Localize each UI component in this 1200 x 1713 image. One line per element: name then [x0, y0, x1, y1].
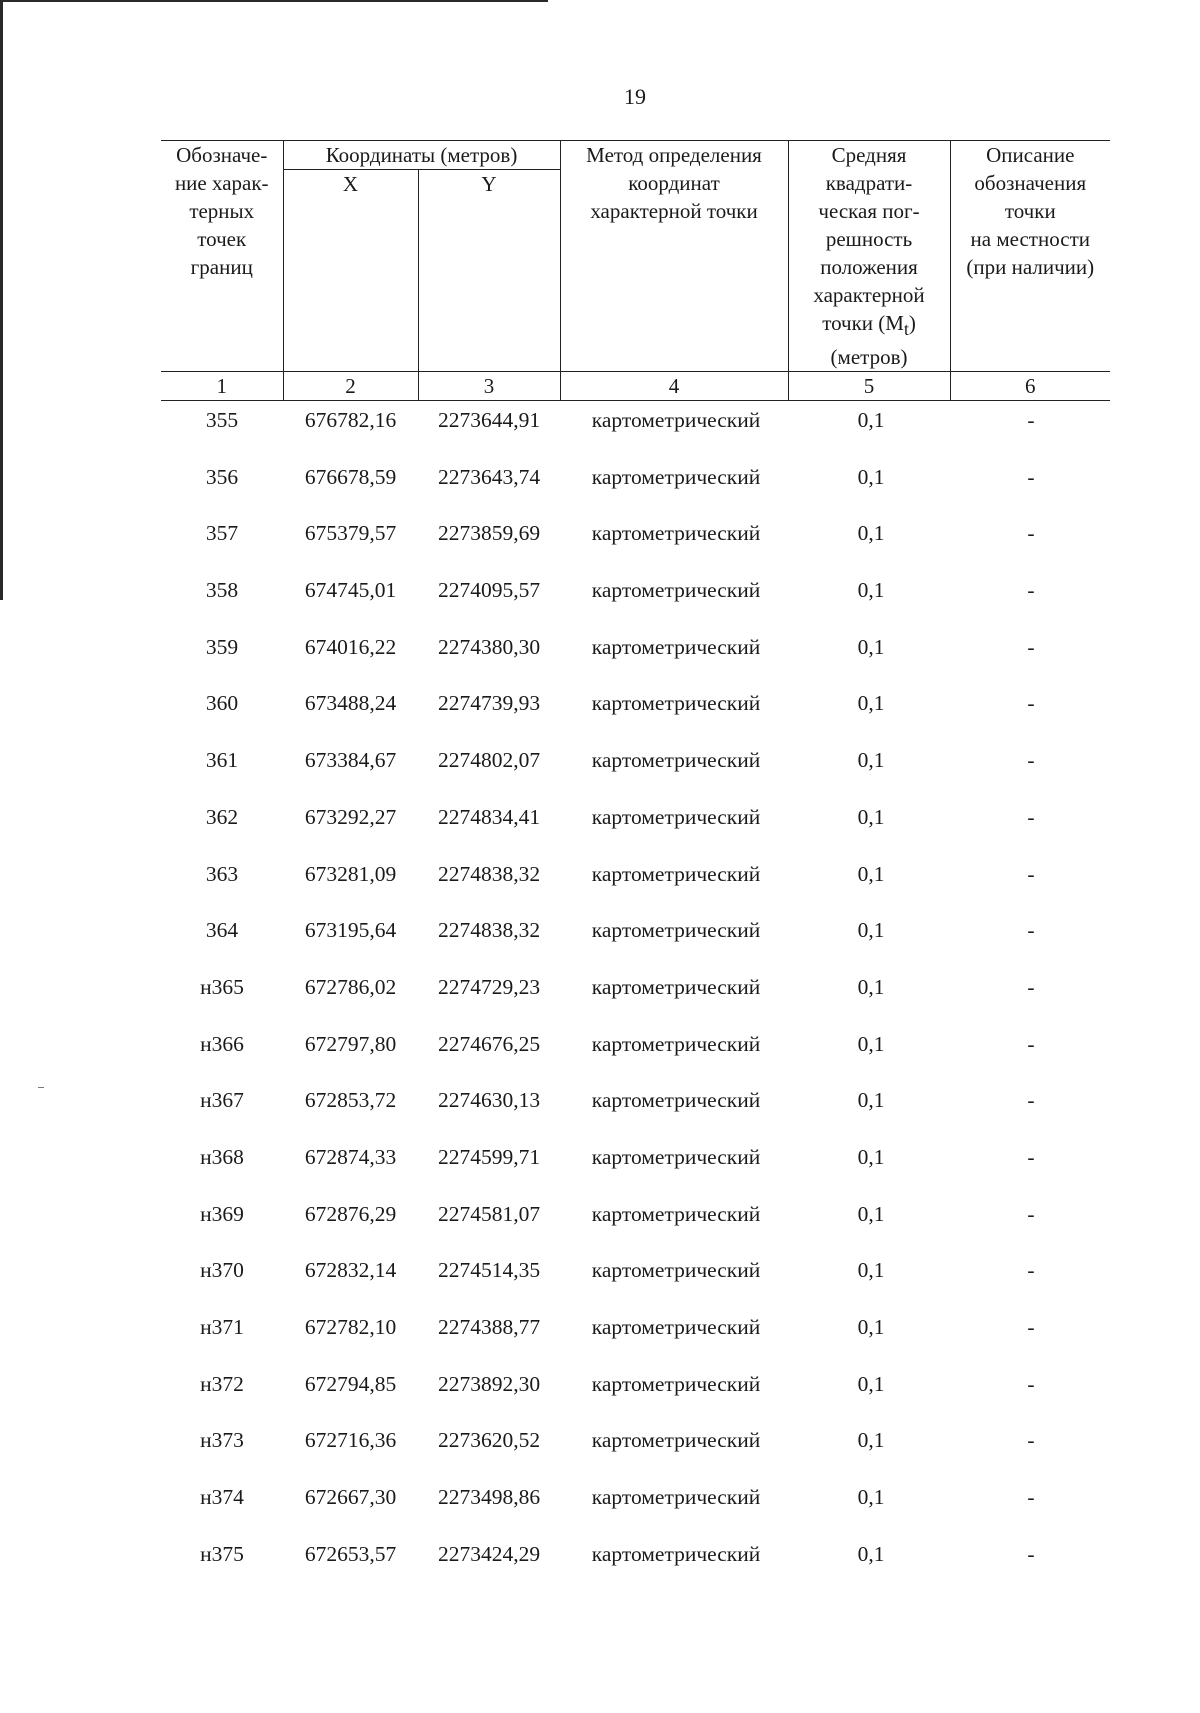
cell-method: картометрический	[591, 1485, 761, 1510]
cell-description: -	[1027, 521, 1035, 546]
table-row	[161, 852, 1110, 909]
cell-coord-x: 674745,01	[304, 578, 397, 603]
cell-accuracy: 0,1	[857, 1541, 885, 1566]
header-accuracy-main: Средняя квадрати- ческая пог- решность положения характерной точки (M	[813, 143, 925, 335]
cell-point-id: 361	[205, 748, 239, 773]
table-row	[161, 1305, 1110, 1362]
cell-accuracy: 0,1	[857, 634, 885, 659]
table-row	[161, 398, 1110, 455]
header-method: Метод определения координат характерной точки	[560, 141, 788, 372]
cell-coord-y: 2273424,29	[437, 1541, 541, 1566]
cell-coord-x: 676678,59	[304, 464, 397, 489]
scan-border-top	[0, 0, 548, 2]
cell-accuracy: 0,1	[857, 1201, 885, 1226]
cell-coord-y: 2273620,52	[437, 1428, 541, 1453]
table-header	[161, 140, 1110, 397]
cell-coord-y: 2273892,30	[437, 1371, 541, 1396]
cell-description: -	[1027, 634, 1035, 659]
cell-accuracy: 0,1	[857, 748, 885, 773]
table-row	[161, 1475, 1110, 1532]
cell-coord-x: 673488,24	[304, 691, 397, 716]
cell-point-id: 359	[205, 634, 239, 659]
cell-method: картометрический	[591, 918, 761, 943]
cell-point-id: 356	[205, 464, 239, 489]
cell-coord-x: 672667,30	[304, 1485, 397, 1510]
column-number: 3	[418, 372, 560, 401]
cell-coord-y: 2273859,69	[437, 521, 541, 546]
cell-description: -	[1027, 804, 1035, 829]
cell-method: картометрический	[591, 1031, 761, 1056]
cell-method: картометрический	[591, 1201, 761, 1226]
header-accuracy-unit: ) (метров)	[830, 311, 916, 370]
cell-accuracy: 0,1	[857, 521, 885, 546]
cell-coord-x: 672794,85	[304, 1371, 397, 1396]
header-point-designation: Обозначе- ние харак- терных точек границ	[161, 141, 283, 372]
cell-coord-x: 672716,36	[304, 1428, 397, 1453]
cell-coord-y: 2274095,57	[437, 578, 541, 603]
table-row	[161, 1078, 1110, 1135]
cell-coord-y: 2274739,93	[437, 691, 541, 716]
cell-coord-y: 2273498,86	[437, 1485, 541, 1510]
cell-accuracy: 0,1	[857, 1371, 885, 1396]
cell-point-id: н366	[200, 1031, 244, 1056]
cell-coord-y: 2274599,71	[437, 1144, 541, 1169]
table-row	[161, 568, 1110, 625]
cell-coord-y: 2274834,41	[437, 804, 541, 829]
cell-method: картометрический	[591, 974, 761, 999]
cell-coord-y: 2274802,07	[437, 748, 541, 773]
cell-coord-x: 676782,16	[304, 408, 397, 432]
cell-accuracy: 0,1	[857, 408, 885, 432]
cell-coord-y: 2274630,13	[437, 1088, 541, 1113]
table-row	[161, 1022, 1110, 1079]
cell-coord-x: 672786,02	[304, 974, 397, 999]
cell-method: картометрический	[591, 521, 761, 546]
cell-coord-x: 672876,29	[304, 1201, 397, 1226]
cell-method: картометрический	[591, 748, 761, 773]
cell-coord-y: 2274514,35	[437, 1258, 541, 1283]
cell-point-id: н368	[200, 1144, 244, 1169]
cell-accuracy: 0,1	[857, 861, 885, 886]
cell-coord-x: 673281,09	[304, 861, 397, 886]
cell-coord-y: 2274676,25	[437, 1031, 541, 1056]
table-row	[161, 1362, 1110, 1419]
cell-description: -	[1027, 974, 1035, 999]
cell-description: -	[1027, 1258, 1035, 1283]
table-row	[161, 965, 1110, 1022]
column-number: 4	[560, 372, 788, 401]
cell-method: картометрический	[591, 1541, 761, 1566]
cell-method: картометрический	[591, 1428, 761, 1453]
cell-coord-x: 672653,57	[304, 1541, 397, 1566]
cell-coord-y: 2274388,77	[437, 1315, 541, 1339]
table-row	[161, 1532, 1110, 1589]
cell-coord-y: 2274380,30	[437, 634, 541, 659]
cell-point-id: н365	[200, 974, 244, 999]
scan-speck	[38, 1087, 44, 1088]
cell-description: -	[1027, 464, 1035, 489]
cell-point-id: н374	[200, 1485, 244, 1510]
cell-accuracy: 0,1	[857, 918, 885, 943]
cell-description: -	[1027, 918, 1035, 943]
cell-method: картометрический	[591, 1088, 761, 1113]
cell-accuracy: 0,1	[857, 1088, 885, 1113]
cell-coord-y: 2274581,07	[437, 1201, 541, 1226]
cell-accuracy: 0,1	[857, 974, 885, 999]
cell-point-id: 357	[205, 521, 239, 546]
column-number: 5	[788, 372, 950, 401]
cell-method: картометрический	[591, 1315, 761, 1339]
header-accuracy-subscript: t	[903, 319, 909, 340]
cell-accuracy: 0,1	[857, 464, 885, 489]
column-number: 1	[161, 372, 283, 401]
cell-description: -	[1027, 1088, 1035, 1113]
table-row	[161, 1418, 1110, 1475]
page-number: 19	[624, 84, 646, 109]
cell-description: -	[1027, 691, 1035, 716]
cell-description: -	[1027, 408, 1035, 432]
cell-coord-x: 672782,10	[304, 1315, 397, 1339]
cell-point-id: н372	[200, 1371, 244, 1396]
table-body	[161, 398, 1110, 1588]
cell-point-id: н373	[200, 1428, 244, 1453]
cell-description: -	[1027, 1541, 1035, 1566]
column-number: 6	[950, 372, 1110, 401]
cell-accuracy: 0,1	[857, 1144, 885, 1169]
cell-description: -	[1027, 1201, 1035, 1226]
cell-coord-y: 2274838,32	[437, 918, 541, 943]
cell-method: картометрический	[591, 1371, 761, 1396]
cell-point-id: н367	[200, 1088, 244, 1113]
cell-description: -	[1027, 861, 1035, 886]
table-row	[161, 795, 1110, 852]
cell-coord-x: 675379,57	[304, 521, 397, 546]
cell-coord-y: 2274729,23	[437, 974, 541, 999]
cell-method: картометрический	[591, 464, 761, 489]
cell-description: -	[1027, 748, 1035, 773]
cell-accuracy: 0,1	[857, 691, 885, 716]
cell-method: картометрический	[591, 691, 761, 716]
header-table	[161, 140, 1110, 401]
cell-accuracy: 0,1	[857, 1031, 885, 1056]
header-description: Описание обозначения точки на местности (при наличии)	[950, 141, 1110, 372]
cell-coord-y: 2273643,74	[437, 464, 541, 489]
table-row	[161, 681, 1110, 738]
cell-coord-x: 672874,33	[304, 1144, 397, 1169]
cell-point-id: 363	[205, 861, 239, 886]
cell-point-id: 362	[205, 804, 239, 829]
cell-point-id: н371	[200, 1315, 244, 1339]
cell-method: картометрический	[591, 1144, 761, 1169]
cell-description: -	[1027, 1371, 1035, 1396]
table-row	[161, 908, 1110, 965]
cell-method: картометрический	[591, 634, 761, 659]
cell-coord-x: 672797,80	[304, 1031, 397, 1056]
cell-accuracy: 0,1	[857, 1428, 885, 1453]
cell-accuracy: 0,1	[857, 1485, 885, 1510]
cell-description: -	[1027, 1031, 1035, 1056]
table-row	[161, 625, 1110, 682]
table-row	[161, 1192, 1110, 1249]
cell-coord-x: 672853,72	[304, 1088, 397, 1113]
table-row	[161, 738, 1110, 795]
cell-coord-x: 672832,14	[304, 1258, 397, 1283]
column-number-row	[161, 372, 1110, 401]
cell-point-id: 355	[205, 408, 239, 432]
cell-point-id: н375	[200, 1541, 244, 1566]
cell-point-id: 358	[205, 578, 239, 603]
cell-description: -	[1027, 1144, 1035, 1169]
cell-coord-x: 673384,67	[304, 748, 397, 773]
cell-description: -	[1027, 1485, 1035, 1510]
cell-method: картометрический	[591, 578, 761, 603]
cell-coord-y: 2273644,91	[437, 408, 541, 432]
table-row	[161, 1248, 1110, 1305]
header-y: Y	[418, 170, 560, 372]
table-row	[161, 1135, 1110, 1192]
cell-point-id: н370	[200, 1258, 244, 1283]
cell-coord-y: 2274838,32	[437, 861, 541, 886]
cell-point-id: 364	[205, 918, 239, 943]
cell-method: картометрический	[591, 1258, 761, 1283]
cell-coord-x: 673292,27	[304, 804, 397, 829]
header-accuracy	[788, 141, 950, 372]
cell-method: картометрический	[591, 408, 761, 432]
cell-coord-x: 674016,22	[304, 634, 397, 659]
header-x: X	[283, 170, 418, 372]
cell-description: -	[1027, 578, 1035, 603]
cell-method: картометрический	[591, 804, 761, 829]
cell-coord-x: 673195,64	[304, 918, 397, 943]
table-row	[161, 511, 1110, 568]
cell-description: -	[1027, 1315, 1035, 1339]
table-row	[161, 455, 1110, 512]
cell-description: -	[1027, 1428, 1035, 1453]
cell-method: картометрический	[591, 861, 761, 886]
cell-accuracy: 0,1	[857, 1258, 885, 1283]
cell-accuracy: 0,1	[857, 578, 885, 603]
header-coordinates: Координаты (метров)	[283, 141, 560, 170]
cell-point-id: н369	[200, 1201, 244, 1226]
cell-point-id: 360	[205, 691, 239, 716]
cell-accuracy: 0,1	[857, 804, 885, 829]
cell-accuracy: 0,1	[857, 1315, 885, 1339]
column-number: 2	[283, 372, 418, 401]
